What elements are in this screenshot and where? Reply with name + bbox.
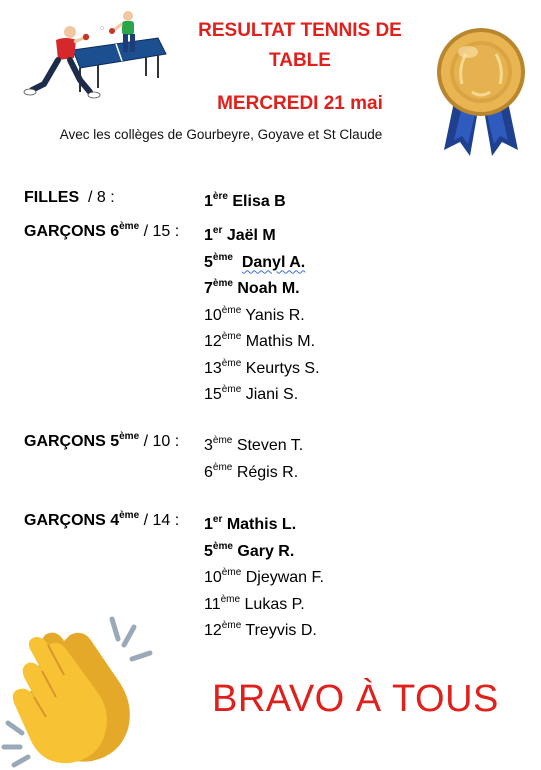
clapping-hands-icon [0,605,165,770]
result-row: 12ème Treyvis D. [204,620,317,639]
category-count: / 10 : [143,433,180,450]
category-label: GARÇONS 4ème / 14 : [24,510,180,529]
results-list [204,223,320,409]
results-list [204,433,303,486]
category-label: GARÇONS 6ème / 15 : [24,221,180,240]
result-row: 12ème Mathis M. [204,331,316,350]
result-row: 1ère Elisa B [204,191,286,210]
result-row: 7ème Noah M. [204,278,300,297]
result-row: 10ème Djeywan F. [204,567,324,586]
category-label [24,189,115,207]
result-row: 5ème Danyl A. [204,251,306,271]
category-count: / 15 : [143,223,180,240]
table-tennis-players-icon [18,10,168,105]
subtitle-text: Avec les collèges de Gourbeyre, Goyave et St Claude [59,127,383,142]
result-row: 15ème Jiani S. [204,384,299,403]
result-row: 13ème Keurtys S. [204,357,320,377]
results-list [204,512,324,645]
category-name: FILLES [24,189,80,206]
title-line-2: TABLE [269,50,331,71]
result-row: 5ème Gary R. [204,540,295,560]
category-name: GARÇONS 5 [24,433,120,450]
category-count: / 8 : [88,189,115,206]
result-row: 1er Mathis L. [204,514,297,533]
category-name: GARÇONS 4 [24,512,120,529]
category-name: GARÇONS 6 [24,223,120,240]
results-list [204,189,286,216]
title-line-1: RESULTAT TENNIS DE [198,20,402,41]
event-date: MERCREDI 21 mai [217,93,383,114]
category-label: GARÇONS 5ème / 10 : [24,431,180,450]
category-count: / 14 : [143,512,180,529]
subtitle [0,127,430,142]
gold-medal-icon [432,22,530,162]
result-row: 6ème Régis R. [204,461,299,481]
result-row: 11ème Lukas P. [204,593,305,613]
result-row: 10ème Yanis R. [204,304,305,324]
bravo-message: BRAVO À TOUS [212,678,499,720]
result-row: 1er Jaël M [204,225,276,244]
result-row: 3ème Steven T. [204,435,304,454]
